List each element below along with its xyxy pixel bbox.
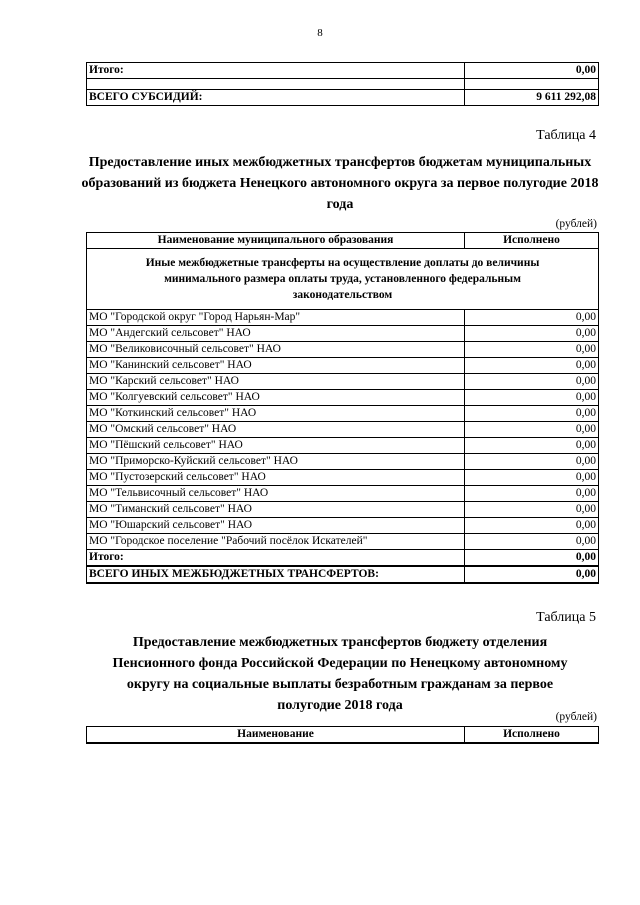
municipality-value: 0,00 (465, 534, 599, 550)
table5-title-line: полугодие 2018 года (277, 698, 403, 713)
municipality-value: 0,00 (465, 502, 599, 518)
table-row (87, 502, 599, 518)
municipality-value: 0,00 (465, 438, 599, 454)
municipality-name: МО "Тиманский сельсовет" НАО (87, 502, 465, 518)
municipality-name: МО "Канинский сельсовет" НАО (87, 358, 465, 374)
table-row (87, 79, 599, 90)
grand-total-value: 9 611 292,08 (465, 90, 599, 106)
municipality-value: 0,00 (465, 454, 599, 470)
table-row (87, 406, 599, 422)
municipality-name: МО "Городской округ "Город Нарьян-Мар" (87, 310, 465, 326)
table-row (87, 310, 599, 326)
grand-total-row (87, 566, 599, 583)
total-label: Итого: (87, 63, 465, 79)
table4-label: Таблица 4 (536, 128, 596, 143)
table-row (87, 374, 599, 390)
municipality-value: 0,00 (465, 310, 599, 326)
table-row (87, 454, 599, 470)
table5 (86, 726, 599, 744)
table5-title-line: округу на социальные выплаты безработным гражданам за первое (126, 677, 554, 692)
table-header-row (87, 727, 599, 744)
municipality-name: МО "Пустозерский сельсовет" НАО (87, 470, 465, 486)
municipality-name: МО "Городское поселение "Рабочий посёлок Искателей" (87, 534, 465, 550)
municipality-value: 0,00 (465, 422, 599, 438)
column-header-executed: Исполнено (465, 727, 599, 744)
total-label: Итого: (87, 550, 465, 567)
column-header-name: Наименование (87, 727, 465, 744)
municipality-value: 0,00 (465, 486, 599, 502)
column-header-name: Наименование муниципального образования (87, 233, 465, 249)
table-row (87, 358, 599, 374)
table5-title (60, 632, 620, 716)
municipality-value: 0,00 (465, 390, 599, 406)
table-row (87, 63, 599, 79)
municipality-name: МО "Андегский сельсовет" НАО (87, 326, 465, 342)
top-summary-table (86, 62, 599, 106)
municipality-name: МО "Коткинский сельсовет" НАО (87, 406, 465, 422)
total-value: 0,00 (465, 550, 599, 567)
municipality-name: МО "Юшарский сельсовет" НАО (87, 518, 465, 534)
municipality-name: МО "Карский сельсовет" НАО (87, 374, 465, 390)
municipality-name: МО "Великовисочный сельсовет" НАО (87, 342, 465, 358)
municipality-value: 0,00 (465, 342, 599, 358)
municipality-value: 0,00 (465, 326, 599, 342)
section-title: Иные межбюджетные трансферты на осуществление доплаты до величины минимального размера оплаты труда, установленного федеральным законодательством (87, 249, 599, 310)
table4-unit: (рублей) (555, 218, 597, 230)
grand-total-label: ВСЕГО ИНЫХ МЕЖБЮДЖЕТНЫХ ТРАНСФЕРТОВ: (87, 566, 465, 583)
table-row (87, 422, 599, 438)
table-row (87, 90, 599, 106)
table-header-row (87, 233, 599, 249)
total-row (87, 550, 599, 567)
municipality-value: 0,00 (465, 518, 599, 534)
table-row (87, 438, 599, 454)
grand-total-value: 0,00 (465, 566, 599, 583)
page-number: 8 (317, 27, 323, 39)
table4-title: Предоставление иных межбюджетных трансфертов бюджетам муниципальных образований из бюджета Ненецкого автономного округа за первое полугодие 2018 года (81, 155, 599, 212)
municipality-name: МО "Омский сельсовет" НАО (87, 422, 465, 438)
table-row (87, 470, 599, 486)
table5-unit: (рублей) (555, 711, 597, 723)
table5-title-line: Предоставление межбюджетных трансфертов бюджету отделения (132, 635, 548, 650)
municipality-value: 0,00 (465, 470, 599, 486)
column-header-executed: Исполнено (465, 233, 599, 249)
section-row (87, 249, 599, 310)
table-row (87, 518, 599, 534)
table5-title-line: Пенсионного фонда Российской Федерации по Ненецкому автономному (112, 656, 568, 671)
table4 (86, 232, 599, 584)
municipality-name: МО "Пёшский сельсовет" НАО (87, 438, 465, 454)
municipality-name: МО "Колгуевский сельсовет" НАО (87, 390, 465, 406)
municipality-value: 0,00 (465, 406, 599, 422)
grand-total-label: ВСЕГО СУБСИДИЙ: (87, 90, 465, 106)
table-row (87, 534, 599, 550)
municipality-value: 0,00 (465, 374, 599, 390)
total-value: 0,00 (465, 63, 599, 79)
municipality-value: 0,00 (465, 358, 599, 374)
table-row (87, 390, 599, 406)
table-row (87, 326, 599, 342)
table-row (87, 486, 599, 502)
table-row (87, 342, 599, 358)
municipality-name: МО "Приморско-Куйский сельсовет" НАО (87, 454, 465, 470)
table5-label: Таблица 5 (536, 610, 596, 625)
municipality-name: МО "Тельвисочный сельсовет" НАО (87, 486, 465, 502)
